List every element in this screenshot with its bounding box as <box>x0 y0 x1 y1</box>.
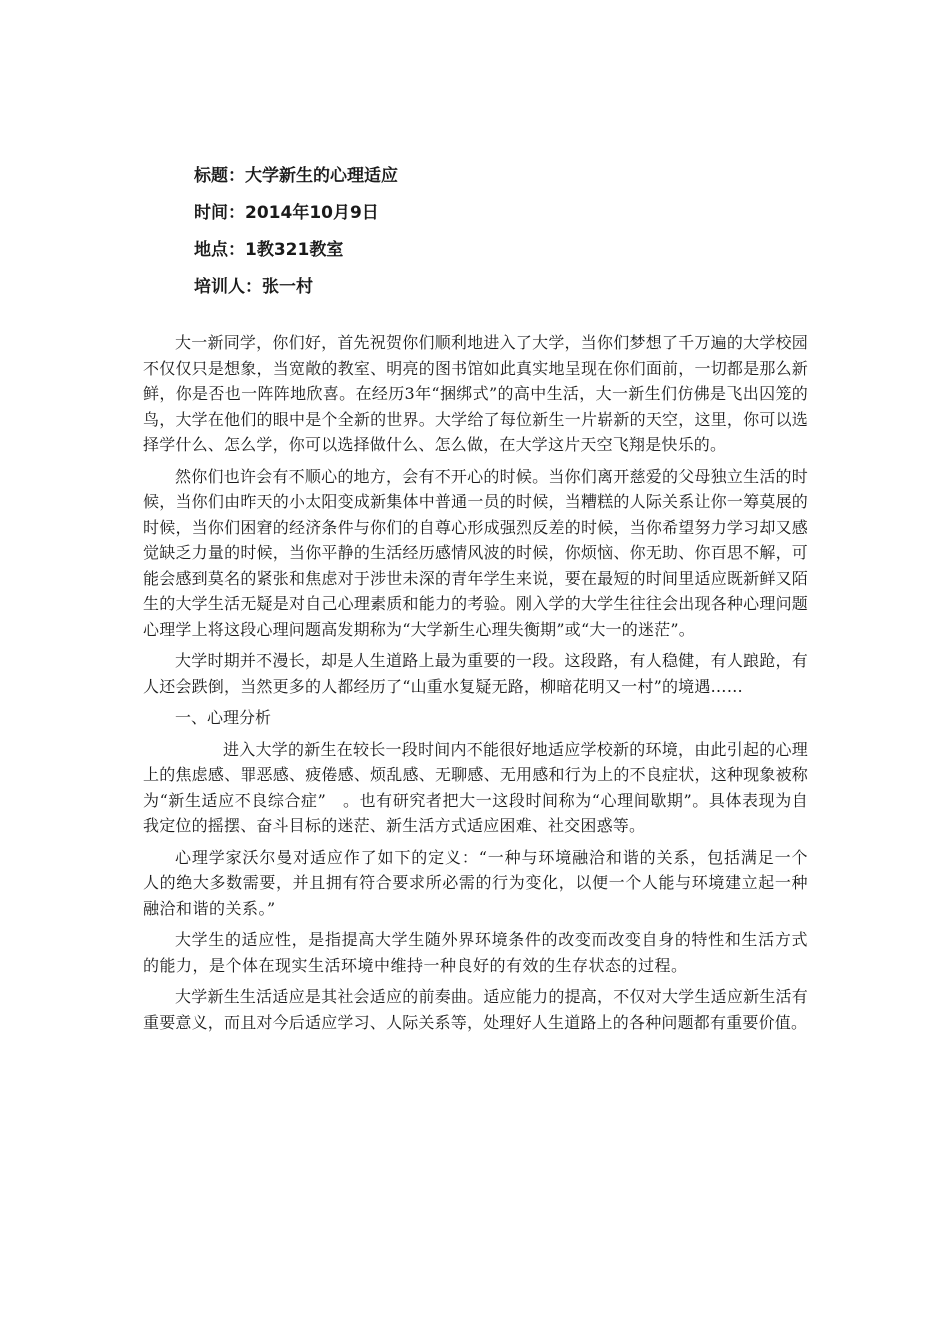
paragraph-intro: 大一新同学，你们好，首先祝贺你们顺利地进入了大学，当你们梦想了千万遍的大学校园不仅仅只是想象，当宽敞的教室、明亮的图书馆如此真实地呈现在你们面前，一切都是那么新鲜，你是否也一阵阵地欣喜。在经历3年“捆绑式”的高中生活，大一新生们仿佛是飞出囚笼的鸟，大学在他们的眼中是个全新的世界。大学给了每位新生一片崭新的天空，这里，你可以选择学什么、怎么学，你可以选择做什么、怎么做，在大学这片天空飞翔是快乐的。 <box>143 333 808 454</box>
location-line: 地点：1教321教室 <box>194 240 344 260</box>
time-line: 时间：2014年10月9日 <box>194 203 379 223</box>
title-line: 标题：大学新生的心理适应 <box>194 166 398 186</box>
paragraph-prelude: 大学新生生活适应是其社会适应的前奏曲。适应能力的提高，不仅对大学生适应新生活有重要意义，而且对今后适应学习、人际关系等，处理好人生道路上的各种问题都有重要价值。 <box>143 987 808 1032</box>
trainer-line: 培训人：张一村 <box>194 277 313 297</box>
paragraph-challenges: 然你们也许会有不顺心的地方，会有不开心的时候。当你们离开慈爱的父母独立生活的时候，当你们由昨天的小太阳变成新集体中普通一员的时候，当糟糕的人际关系让你一筹莫展的时候，当你们困窘的经济条件与你们的自尊心形成强烈反差的时候，当你希望努力学习却又感觉缺乏力量的时候，当你平静的生活经历感情风波的时候，你烦恼、你无助、你百思不解，可能会感到莫名的紧张和焦虑对于涉世未深的青年学生来说，要在最短的时间里适应既新鲜又陌生的大学生活无疑是对自己心理素质和能力的考验。刚入学的大学生往往会出现各种心理问题心理学上将这段心理问题高发期称为“大学新生心理失衡期”或“大一的迷茫”。 <box>143 466 808 639</box>
document-header <box>194 158 754 306</box>
section-heading-psych-analysis: 一、心理分析 <box>175 708 272 727</box>
paragraph-adaptability: 大学生的适应性，是指提高大学生随外界环境条件的改变而改变自身的特性和生活方式的能力，是个体在现实生活环境中维持一种良好的有效的生存状态的过程。 <box>143 930 808 975</box>
paragraph-college-period: 大学时期并不漫长，却是人生道路上最为重要的一段。这段路，有人稳健，有人踉跄，有人还会跌倒，当然更多的人都经历了“山重水复疑无路，柳暗花明又一村”的境遇…… <box>143 651 808 696</box>
paragraph-maladjustment: 进入大学的新生在较长一段时间内不能很好地适应学校新的环境，由此引起的心理上的焦虑感、罪恶感、疲倦感、烦乱感、无聊感、无用感和行为上的不良症状，这种现象被称为“新生适应不良综合症” 。也有研究者把大一这段时间称为“心理间歇期”。具体表现为自我定位的摇摆、奋斗目标的迷茫、新生活方式适应困难、社交困惑等。 <box>143 739 808 835</box>
paragraph-wolman-definition: 心理学家沃尔曼对适应作了如下的定义：“一种与环境融洽和谐的关系，包括满足一个人的绝大多数需要，并且拥有符合要求所必需的行为变化，以便一个人能与环境建立起一种融洽和谐的关系。” <box>143 847 808 918</box>
document-body <box>143 330 808 1041</box>
